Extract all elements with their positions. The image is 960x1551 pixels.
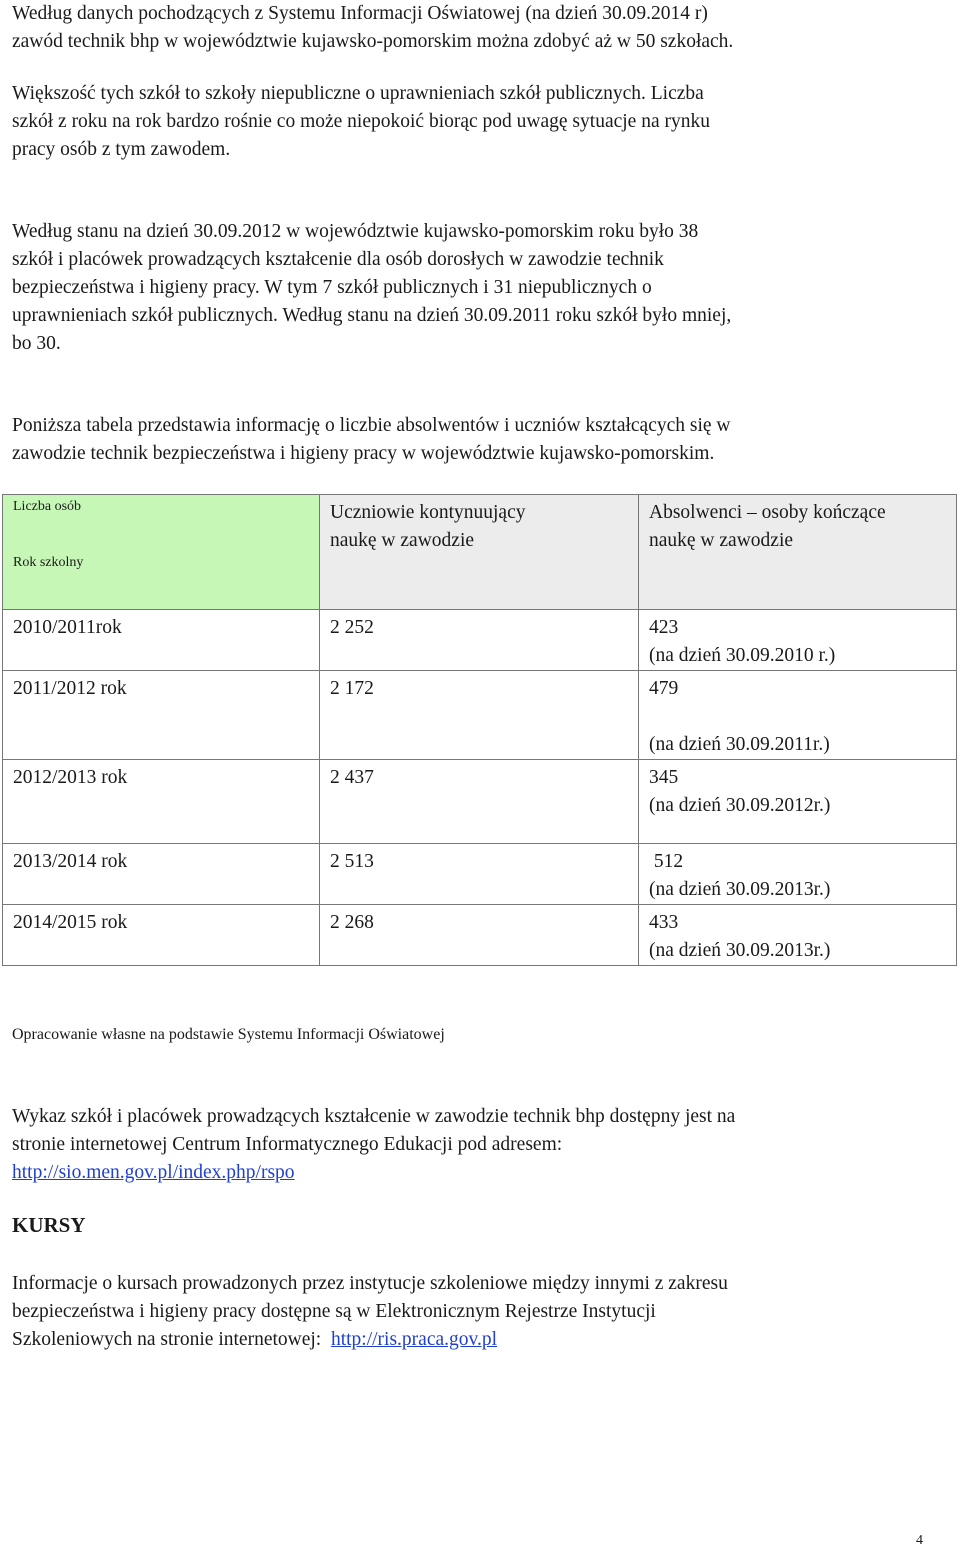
graduates-date: (na dzień 30.09.2011r.) — [649, 734, 830, 755]
header-line: Uczniowie kontynuujący — [330, 502, 526, 523]
header-students — [320, 495, 639, 610]
text-line: uprawnieniach szkół publicznych. Według stanu na dzień 30.09.2011 roku szkół było mniej, — [12, 305, 732, 326]
rspo-link[interactable]: http://sio.men.gov.pl/index.php/rspo — [12, 1162, 295, 1183]
source-note: Opracowanie własne na podstawie Systemu Informacji Oświatowej — [12, 1026, 445, 1043]
year-cell: 2012/2013 rok — [13, 767, 128, 788]
text-line: bo 30. — [12, 333, 61, 354]
header-line: naukę w zawodzie — [649, 530, 794, 551]
text-line: pracy osób z tym zawodem. — [12, 139, 231, 160]
header-line: Absolwenci – osoby kończące — [649, 502, 886, 523]
graduates-date: (na dzień 30.09.2012r.) — [649, 795, 831, 816]
table-header-row — [3, 495, 957, 610]
text-line: Szkoleniowych na stronie internetowej: — [12, 1329, 331, 1350]
text-line: Większość tych szkół to szkoły niepubliczne o uprawnieniach szkół publicznych. Liczba — [12, 83, 704, 104]
text-line: zawodzie technik bezpieczeństwa i higieny pracy w województwie kujawsko-pomorskim. — [12, 443, 715, 464]
table-row — [3, 760, 957, 844]
text-line: bezpieczeństwa i higieny pracy. W tym 7 szkół publicznych i 31 niepublicznych o — [12, 277, 652, 298]
text-line: Informacje o kursach prowadzonych przez instytucje szkoleniowe między innymi z zakresu — [12, 1273, 728, 1294]
page-number: 4 — [916, 1533, 923, 1548]
students-cell: 2 437 — [330, 767, 374, 788]
header-graduates — [639, 495, 957, 610]
table-row — [3, 905, 957, 966]
intro-paragraph-3 — [12, 218, 927, 358]
graduates-cell: 433 — [649, 912, 679, 933]
students-cell: 2 513 — [330, 851, 374, 872]
schools-list-paragraph — [12, 1103, 927, 1187]
text-line: szkół z roku na rok bardzo rośnie co może niepokoić biorąc pod uwagę sytuacje na rynku — [12, 111, 710, 132]
table-row — [3, 671, 957, 760]
ris-link[interactable]: http://ris.praca.gov.pl — [330, 1329, 498, 1350]
text-line: Wykaz szkół i placówek prowadzących kształcenie w zawodzie technik bhp dostępny jest na — [12, 1106, 736, 1127]
graduates-cell: 512 — [649, 851, 684, 872]
students-cell: 2 252 — [330, 617, 374, 638]
graduates-table — [2, 494, 957, 966]
text-line: stronie internetowej Centrum Informatycznego Edukacji pod adresem: — [12, 1134, 563, 1155]
graduates-cell: 479 — [649, 678, 679, 699]
table-row — [3, 844, 957, 905]
graduates-date: (na dzień 30.09.2010 r.) — [649, 645, 836, 666]
courses-paragraph — [12, 1270, 927, 1354]
students-cell: 2 172 — [330, 678, 374, 699]
year-cell: 2014/2015 rok — [13, 912, 128, 933]
text-line: Według stanu na dzień 30.09.2012 w województwie kujawsko-pomorskim roku było 38 — [12, 221, 699, 242]
year-cell: 2011/2012 rok — [13, 678, 127, 699]
text-line: Poniższa tabela przedstawia informację o liczbie absolwentów i uczniów kształcących się w — [12, 415, 731, 436]
year-cell: 2010/2011rok — [13, 617, 122, 638]
table-corner-cell — [3, 495, 320, 610]
intro-paragraph-4 — [12, 412, 927, 468]
courses-heading: KURSY — [12, 1213, 86, 1237]
graduates-date: (na dzień 30.09.2013r.) — [649, 879, 831, 900]
year-cell: 2013/2014 rok — [13, 851, 128, 872]
graduates-cell: 423 — [649, 617, 679, 638]
students-cell: 2 268 — [330, 912, 374, 933]
graduates-cell: 345 — [649, 767, 679, 788]
table-row — [3, 610, 957, 671]
text-line: szkół i placówek prowadzących kształcenie dla osób dorosłych w zawodzie technik — [12, 249, 664, 270]
text-line: Według danych pochodzących z Systemu Informacji Oświatowej (na dzień 30.09.2014 r) — [12, 3, 708, 24]
header-line: naukę w zawodzie — [330, 530, 475, 551]
intro-paragraph-1 — [12, 0, 927, 56]
intro-paragraph-2 — [12, 80, 927, 164]
corner-label-year: Rok szkolny — [13, 555, 84, 570]
graduates-date: (na dzień 30.09.2013r.) — [649, 940, 831, 961]
text-line: bezpieczeństwa i higieny pracy dostępne są w Elektronicznym Rejestrze Instytucji — [12, 1301, 656, 1322]
text-line: zawód technik bhp w województwie kujawsko-pomorskim można zdobyć aż w 50 szkołach. — [12, 31, 734, 52]
corner-label-count: Liczba osób — [13, 499, 82, 514]
